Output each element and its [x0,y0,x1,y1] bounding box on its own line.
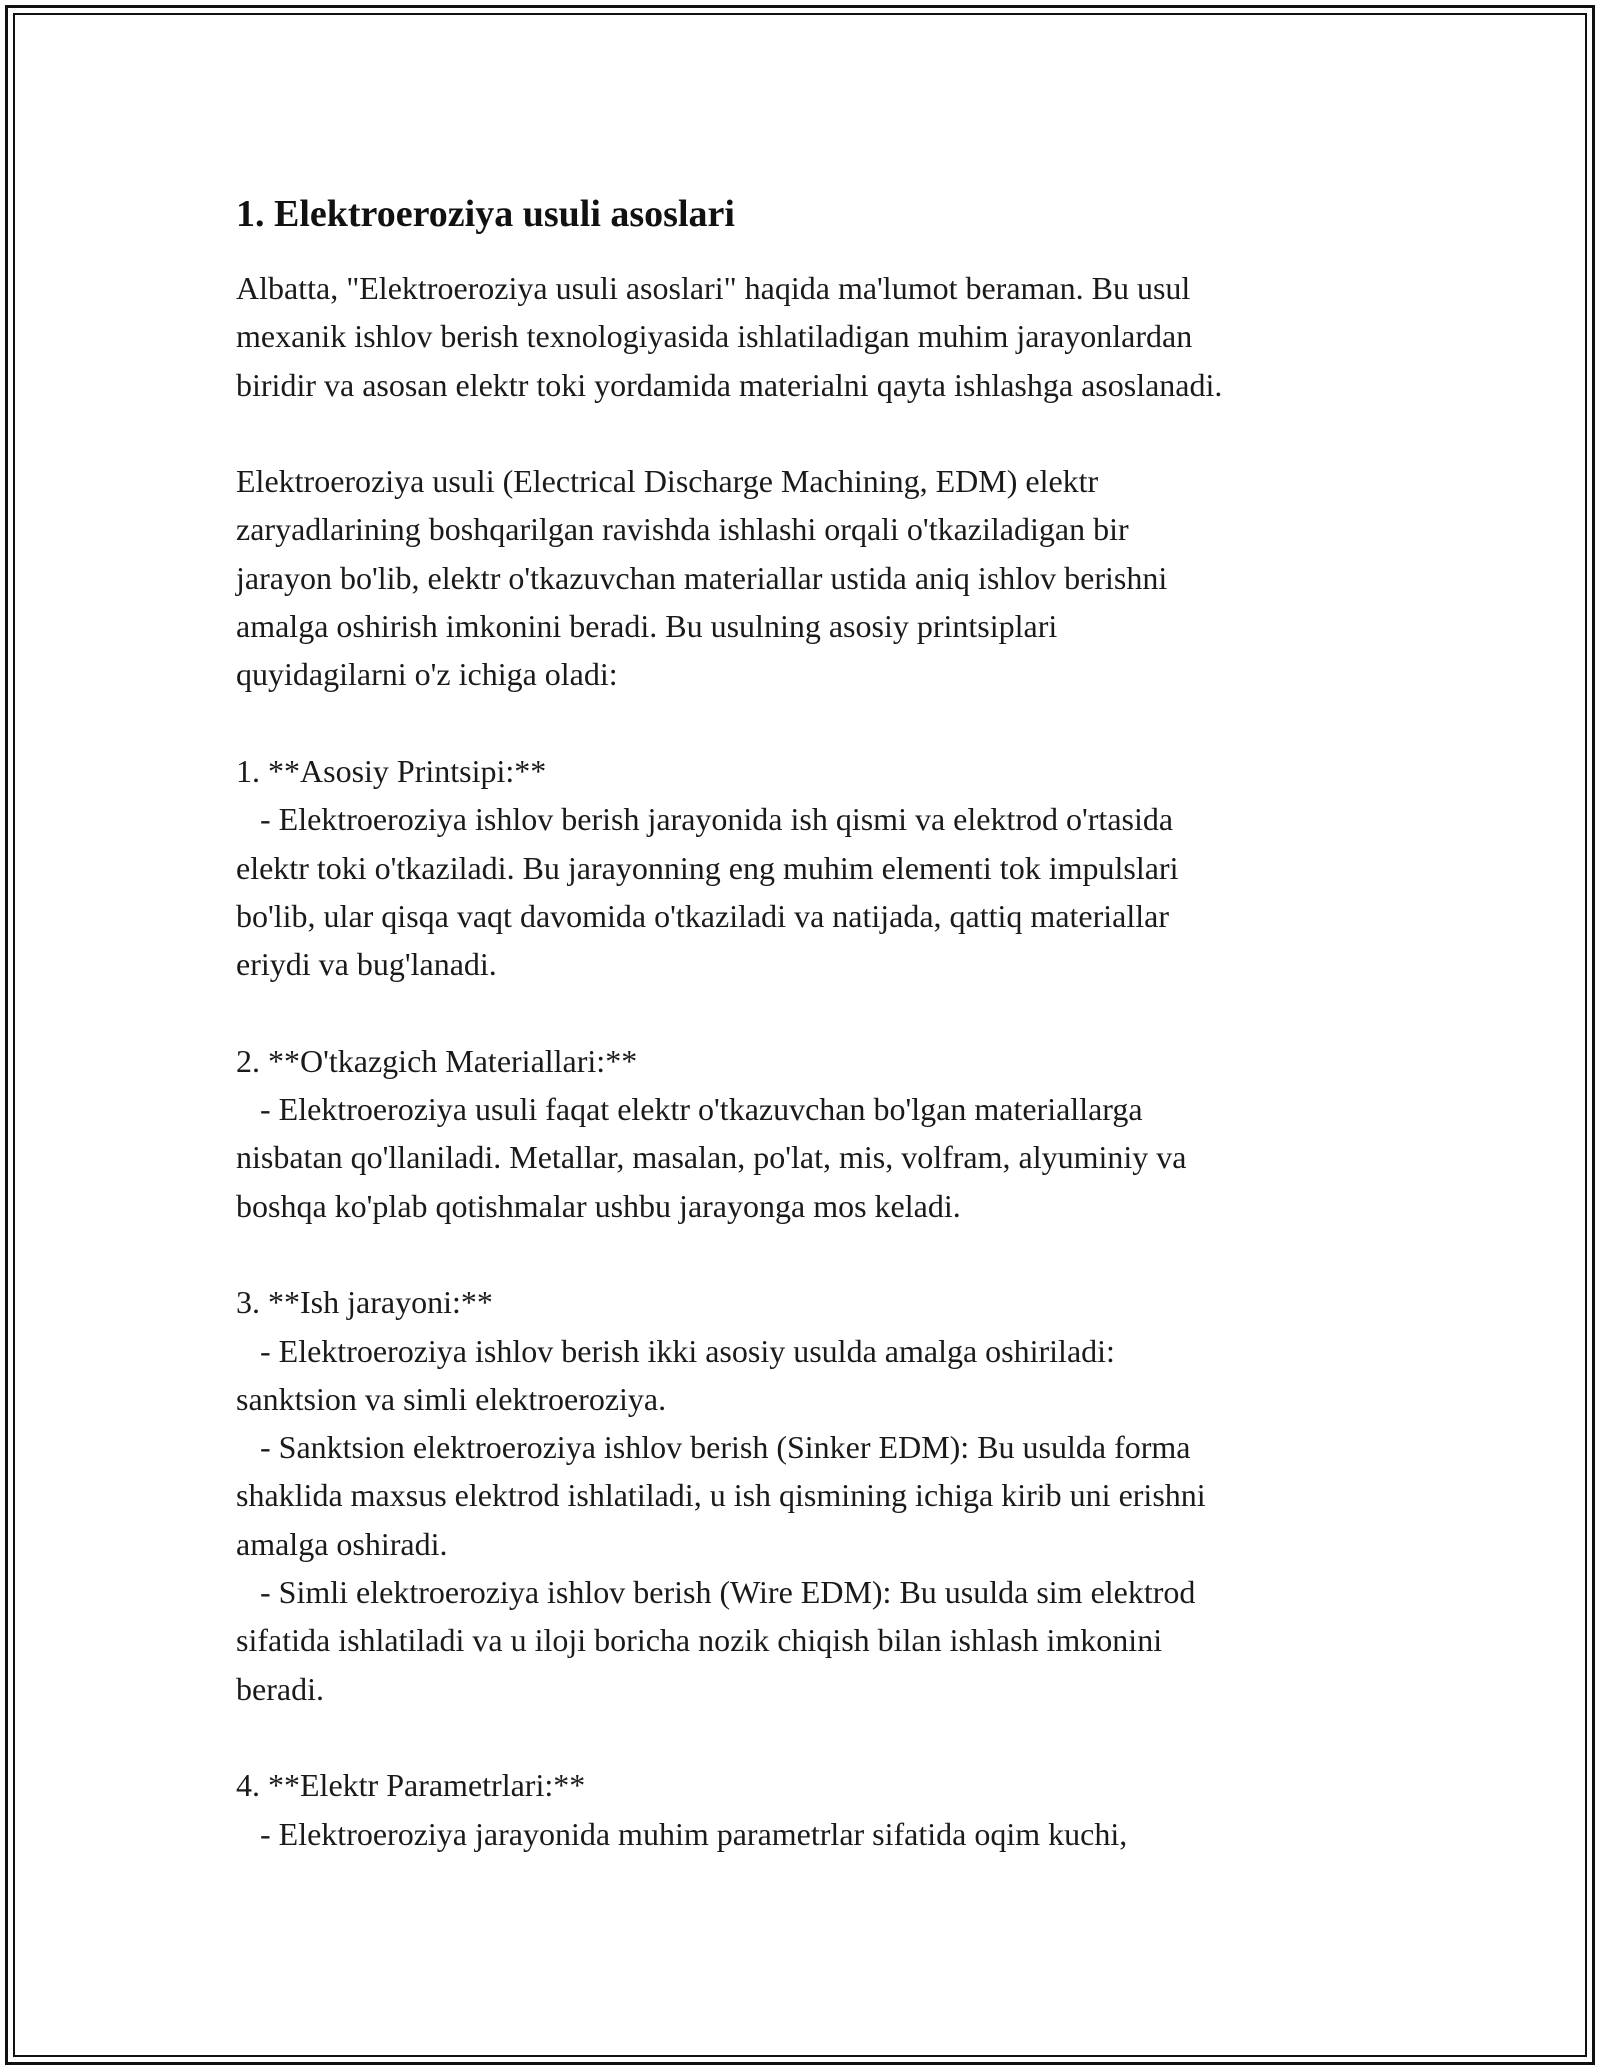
document-title: 1. Elektroeroziya usuli asoslari [236,193,735,235]
document-body: Albatta, "Elektroeroziya usuli asoslari" haqida ma'lumot beraman. Bu usul mexanik ishlov berish texnologiyasida ishlatiladigan muhim jarayonlardan biridir va asosan elektr toki yordamida materialni qayta ishlashga asoslanadi. Elektroeroziya usuli (Electrical Discharge Machining, EDM) elektr zaryadlarining boshqarilgan ravishda ishlashi orqali o'tkaziladigan bir jarayon bo'lib, elektr o'tkazuvchan materiallar ustida aniq ishlov berishni amalga oshirish imkonini beradi. Bu usulning asosiy printsiplari quyidagilarni o'z ichiga oladi: 1. **Asosiy Printsipi:** - Elektroeroziya ishlov berish jarayonida ish qismi va elektrod o'rtasida elektr toki o'tkaziladi. Bu jarayonning eng muhim elementi tok impulslari bo'lib, ular qisqa vaqt davomida o'tkaziladi va natijada, qattiq materiallar eriydi va bug'lanadi. 2. **O'tkazgich Materiallari:** - Elektroeroziya usuli faqat elektr o'tkazuvchan bo'lgan materiallarga nisbatan qo'llaniladi. Metallar, masalan, po'lat, mis, volfram, alyuminiy va boshqa ko'plab qotishmalar ushbu jarayonga mos keladi. 3. **Ish jarayoni:** - Elektroeroziya ishlov berish ikki asosiy usulda amalga oshiriladi: sanktsion va simli elektroeroziya. - Sanktsion elektroeroziya ishlov berish (Sinker EDM): Bu usulda forma shaklida maxsus elektrod ishlatiladi, u ish qismining ichiga kirib uni erishni amalga oshiradi. - Simli elektroeroziya ishlov berish (Wire EDM): Bu usulda sim elektrod sifatida ishlatiladi va u iloji boricha nozik chiqish bilan ishlash imkonini beradi. 4. **Elektr Parametrlari:** - Elektroeroziya jarayonida muhim parametrlar sifatida oqim kuchi, [236,270,1223,1852]
document-page [236,184,1436,1858]
